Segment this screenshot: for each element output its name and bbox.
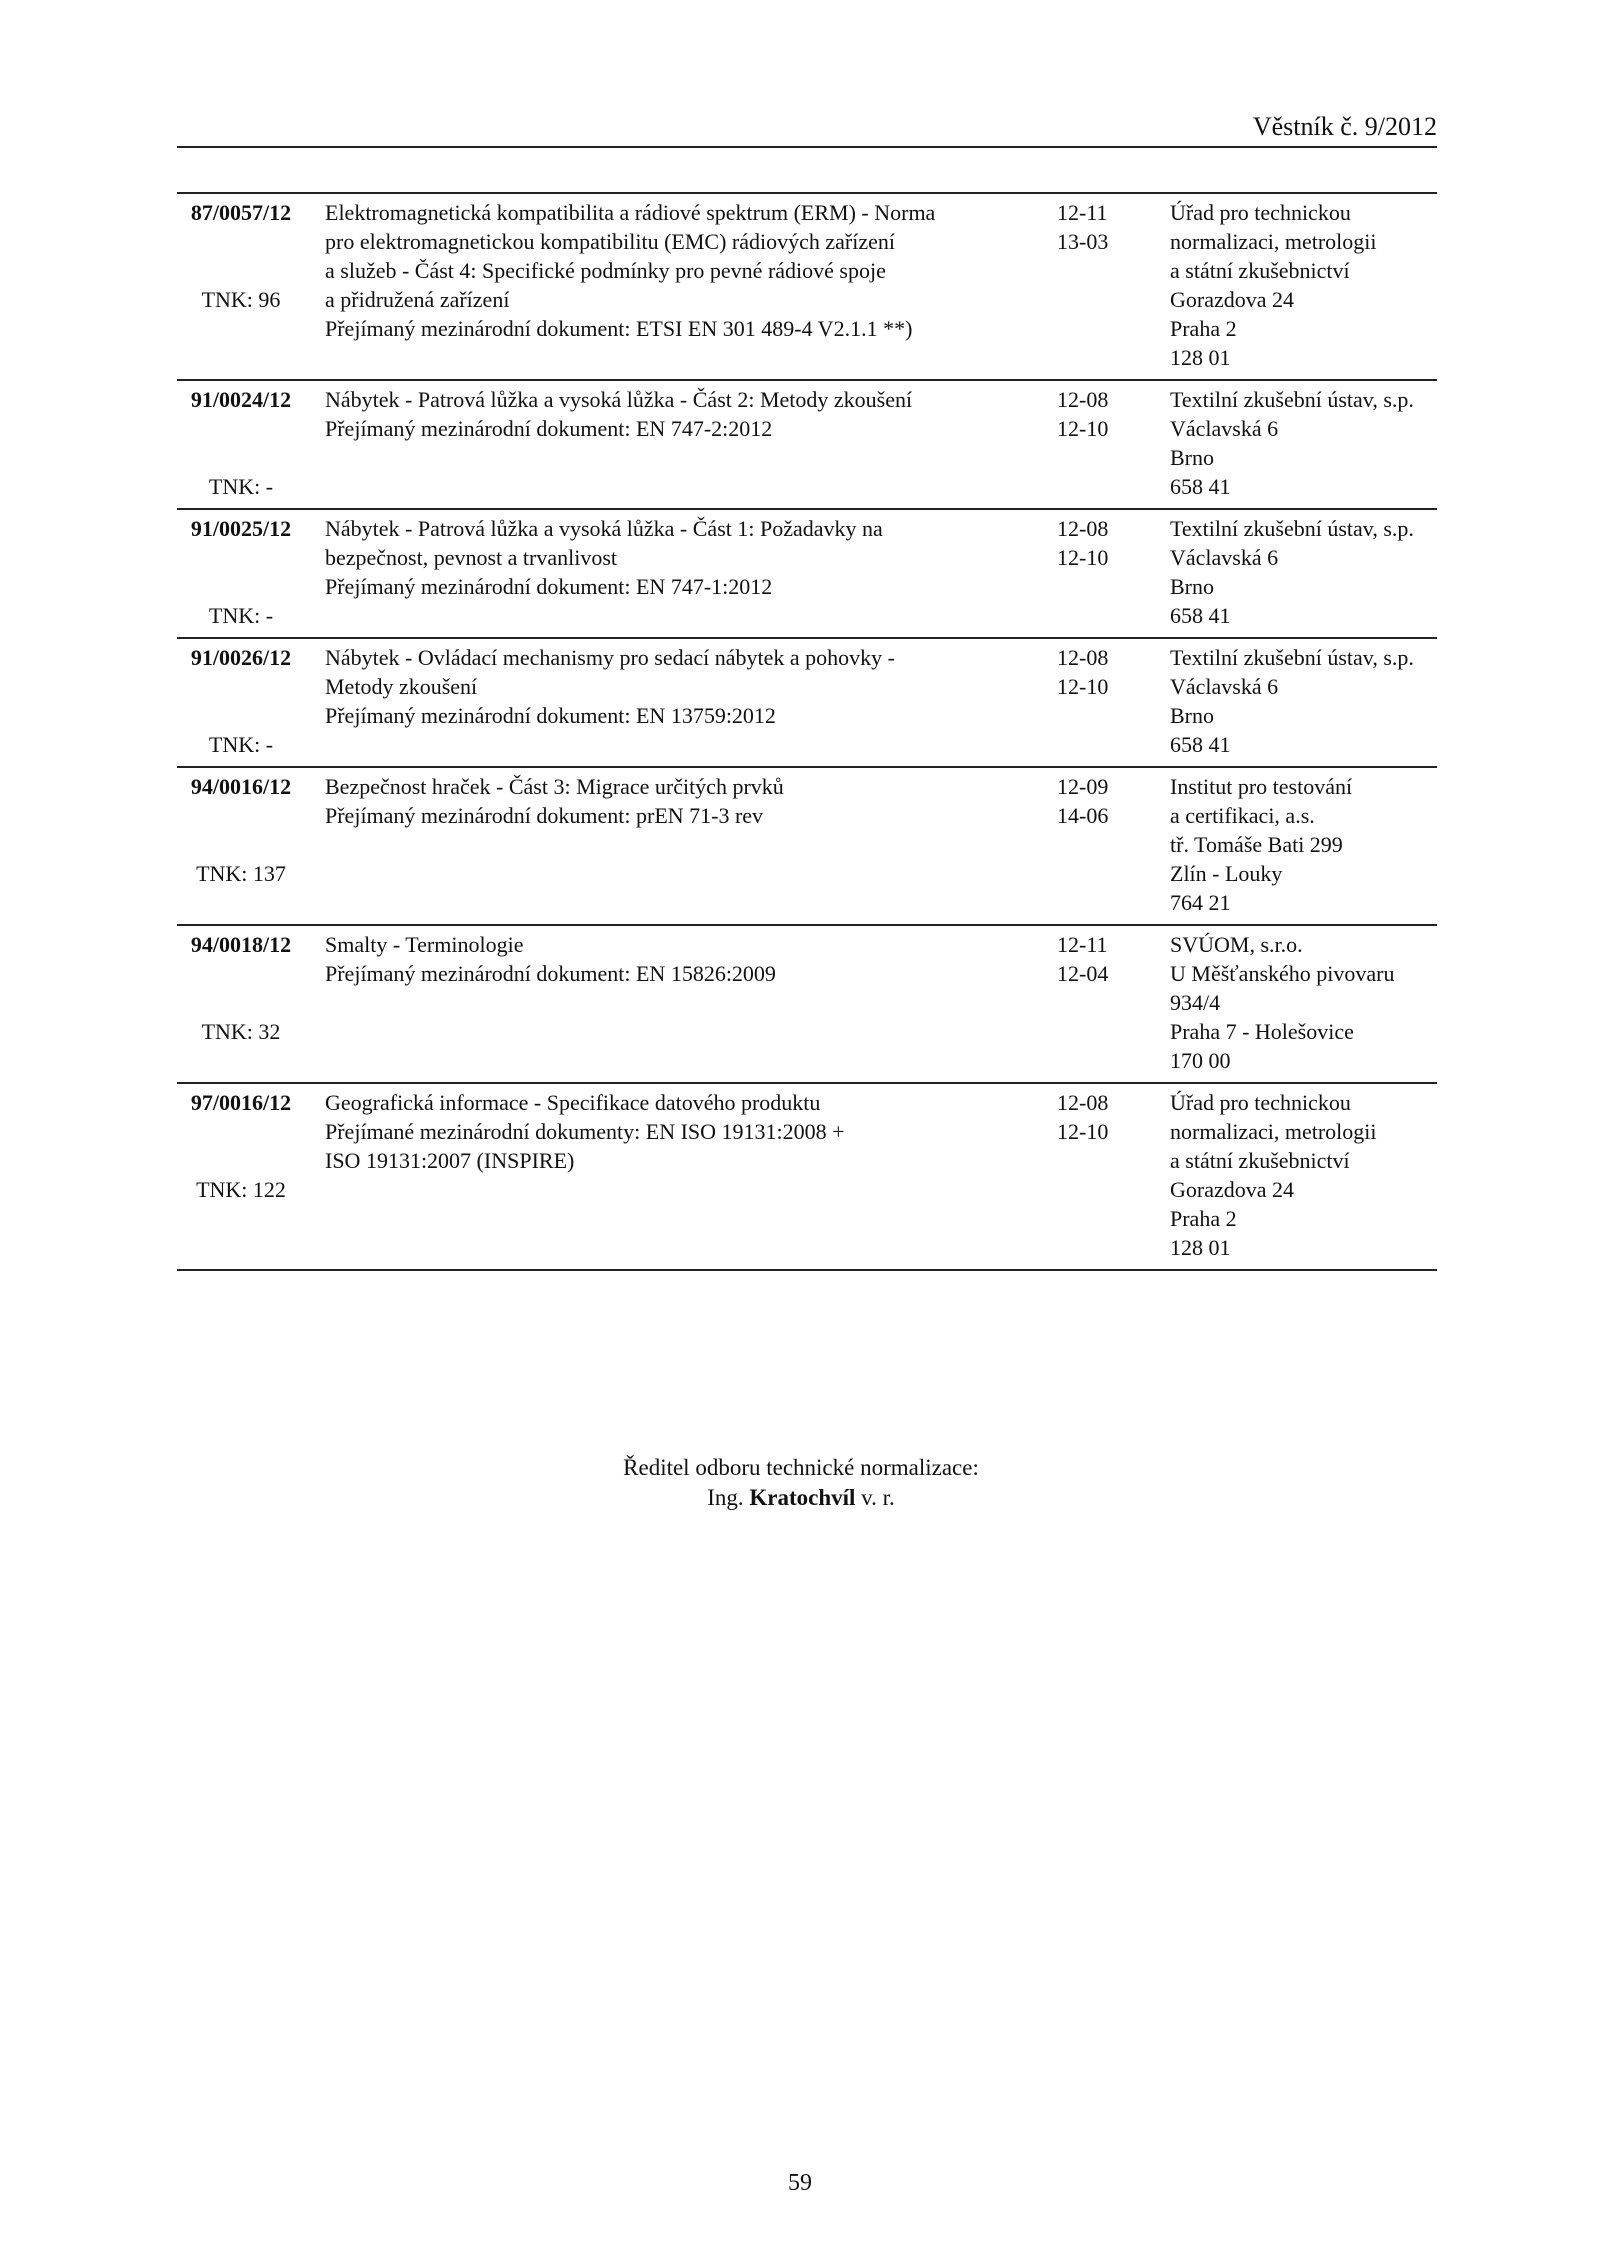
description-cell — [325, 772, 1025, 917]
description-line: Smalty - Terminologie — [325, 932, 524, 957]
signature-name: Kratochvíl — [749, 1485, 856, 1510]
row-id-cell — [177, 198, 305, 372]
description-line: pro elektromagnetickou kompatibilitu (EMC) rádiových zařízení — [325, 229, 895, 254]
dates-cell — [1057, 514, 1137, 572]
address-line: 128 01 — [1170, 345, 1231, 370]
signature-block — [0, 1453, 1600, 1513]
description-cell — [325, 514, 1025, 630]
address-line: 658 41 — [1170, 732, 1231, 757]
address-line: Brno — [1170, 703, 1214, 728]
address-line: SVÚOM, s.r.o. — [1170, 932, 1303, 957]
processor-address-cell — [1170, 198, 1440, 372]
description-line: Nábytek - Patrová lůžka a vysoká lůžka - Část 2: Metody zkoušení — [325, 387, 913, 412]
address-line: 658 41 — [1170, 603, 1231, 628]
date-value: 12-08 — [1057, 1090, 1109, 1115]
address-line: 128 01 — [1170, 1235, 1231, 1260]
table-row — [177, 194, 1437, 381]
address-line: 764 21 — [1170, 890, 1231, 915]
date-value: 12-11 — [1057, 200, 1108, 225]
address-line: U Měšťanského pivovaru — [1170, 961, 1395, 986]
description-line: ISO 19131:2007 (INSPIRE) — [325, 1148, 575, 1173]
description-line: Přejímaný mezinárodní dokument: EN 747-1:2012 — [325, 574, 773, 599]
description-line: a služeb - Část 4: Specifické podmínky pro pevné rádiové spoje — [325, 258, 886, 283]
date-value: 12-08 — [1057, 645, 1109, 670]
description-cell — [325, 643, 1025, 759]
description-line: bezpečnost, pevnost a trvanlivost — [325, 545, 618, 570]
standard-code: 91/0026/12 — [190, 645, 292, 670]
row-id-cell — [177, 514, 305, 630]
row-id-cell — [177, 385, 305, 501]
standard-code: 87/0057/12 — [190, 200, 292, 225]
address-line: a certifikaci, a.s. — [1170, 803, 1315, 828]
tnk-number: TNK: 96 — [201, 287, 281, 312]
date-value: 12-10 — [1057, 1119, 1109, 1144]
tnk-number: TNK: 32 — [201, 1019, 281, 1044]
description-line: Přejímaný mezinárodní dokument: ETSI EN 301 489-4 V2.1.1 **) — [325, 316, 913, 341]
address-line: Brno — [1170, 445, 1214, 470]
address-line: normalizaci, metrologii — [1170, 1119, 1377, 1144]
table-row — [177, 381, 1437, 510]
address-line: Úřad pro technickou — [1170, 1090, 1351, 1115]
description-line: Přejímaný mezinárodní dokument: EN 13759:2012 — [325, 703, 776, 728]
description-line: Metody zkoušení — [325, 674, 478, 699]
date-value: 12-10 — [1057, 416, 1109, 441]
description-cell — [325, 385, 1025, 501]
date-value: 12-09 — [1057, 774, 1109, 799]
address-line: Gorazdova 24 — [1170, 287, 1295, 312]
standard-code: 91/0025/12 — [190, 516, 292, 541]
row-id-cell — [177, 643, 305, 759]
address-line: Gorazdova 24 — [1170, 1177, 1295, 1202]
standard-code: 91/0024/12 — [190, 387, 292, 412]
signature-prefix: Ing. — [707, 1485, 744, 1510]
tnk-number: TNK: 137 — [196, 861, 286, 886]
date-value: 14-06 — [1057, 803, 1109, 828]
standard-code: 97/0016/12 — [190, 1090, 292, 1115]
address-line: Textilní zkušební ústav, s.p. — [1170, 387, 1414, 412]
standard-code: 94/0016/12 — [190, 774, 292, 799]
address-line: Institut pro testování — [1170, 774, 1353, 799]
table-row — [177, 1084, 1437, 1271]
page-number: 59 — [788, 2170, 812, 2196]
dates-cell — [1057, 772, 1137, 830]
tnk-number: TNK: - — [208, 732, 274, 757]
dates-cell — [1057, 385, 1137, 443]
signature-name-line — [1, 1483, 1600, 1513]
processor-address-cell — [1170, 385, 1440, 501]
date-value: 13-03 — [1057, 229, 1109, 254]
description-cell — [325, 930, 1025, 1075]
page-header — [177, 108, 1437, 148]
date-value: 12-08 — [1057, 516, 1109, 541]
address-line: Brno — [1170, 574, 1214, 599]
processor-address-cell — [1170, 643, 1440, 759]
address-line: Textilní zkušební ústav, s.p. — [1170, 516, 1414, 541]
standard-code: 94/0018/12 — [190, 932, 292, 957]
processor-address-cell — [1170, 930, 1440, 1075]
address-line: Zlín - Louky — [1170, 861, 1283, 886]
address-line: Václavská 6 — [1170, 674, 1279, 699]
address-line: 934/4 — [1170, 990, 1221, 1015]
description-line: a přidružená zařízení — [325, 287, 510, 312]
description-line: Bezpečnost hraček - Část 3: Migrace určitých prvků — [325, 774, 784, 799]
processor-address-cell — [1170, 514, 1440, 630]
address-line: normalizaci, metrologii — [1170, 229, 1377, 254]
address-line: Textilní zkušební ústav, s.p. — [1170, 645, 1414, 670]
dates-cell — [1057, 643, 1137, 701]
date-value: 12-11 — [1057, 932, 1108, 957]
table-row — [177, 768, 1437, 926]
tnk-number: TNK: - — [208, 474, 274, 499]
bulletin-title: Věstník č. 9/2012 — [1252, 112, 1437, 141]
address-line: 658 41 — [1170, 474, 1231, 499]
address-line: Praha 7 - Holešovice — [1170, 1019, 1354, 1044]
address-line: Praha 2 — [1170, 1206, 1237, 1231]
address-line: a státní zkušebnictví — [1170, 1148, 1350, 1173]
dates-cell — [1057, 1088, 1137, 1146]
row-id-cell — [177, 1088, 305, 1262]
description-line: Přejímaný mezinárodní dokument: EN 747-2:2012 — [325, 416, 773, 441]
description-line: Přejímaný mezinárodní dokument: prEN 71-3 rev — [325, 803, 764, 828]
processor-address-cell — [1170, 772, 1440, 917]
description-line: Přejímaný mezinárodní dokument: EN 15826:2009 — [325, 961, 776, 986]
address-line: tř. Tomáše Bati 299 — [1170, 832, 1343, 857]
row-id-cell — [177, 930, 305, 1075]
address-line: Václavská 6 — [1170, 545, 1279, 570]
address-line: 170 00 — [1170, 1048, 1231, 1073]
date-value: 12-10 — [1057, 674, 1109, 699]
date-value: 12-04 — [1057, 961, 1109, 986]
address-line: Praha 2 — [1170, 316, 1237, 341]
tnk-number: TNK: 122 — [196, 1177, 286, 1202]
address-line: Václavská 6 — [1170, 416, 1279, 441]
description-line: Přejímané mezinárodní dokumenty: EN ISO 19131:2008 + — [325, 1119, 845, 1144]
signature-role: Ředitel odboru technické normalizace: — [623, 1455, 979, 1480]
processor-address-cell — [1170, 1088, 1440, 1262]
description-line: Nábytek - Patrová lůžka a vysoká lůžka - Část 1: Požadavky na — [325, 516, 883, 541]
signature-suffix: v. r. — [861, 1485, 895, 1510]
address-line: a státní zkušebnictví — [1170, 258, 1350, 283]
row-id-cell — [177, 772, 305, 917]
description-cell — [325, 198, 1025, 372]
date-value: 12-10 — [1057, 545, 1109, 570]
description-cell — [325, 1088, 1025, 1262]
description-line: Elektromagnetická kompatibilita a rádiové spektrum (ERM) - Norma — [325, 200, 936, 225]
table-row — [177, 639, 1437, 768]
description-line: Geografická informace - Specifikace datového produktu — [325, 1090, 821, 1115]
table-row — [177, 510, 1437, 639]
tnk-number: TNK: - — [208, 603, 274, 628]
date-value: 12-08 — [1057, 387, 1109, 412]
dates-cell — [1057, 198, 1137, 256]
dates-cell — [1057, 930, 1137, 988]
table-row — [177, 926, 1437, 1084]
address-line: Úřad pro technickou — [1170, 200, 1351, 225]
description-line: Nábytek - Ovládací mechanismy pro sedací nábytek a pohovky - — [325, 645, 895, 670]
standards-table — [177, 192, 1437, 1271]
